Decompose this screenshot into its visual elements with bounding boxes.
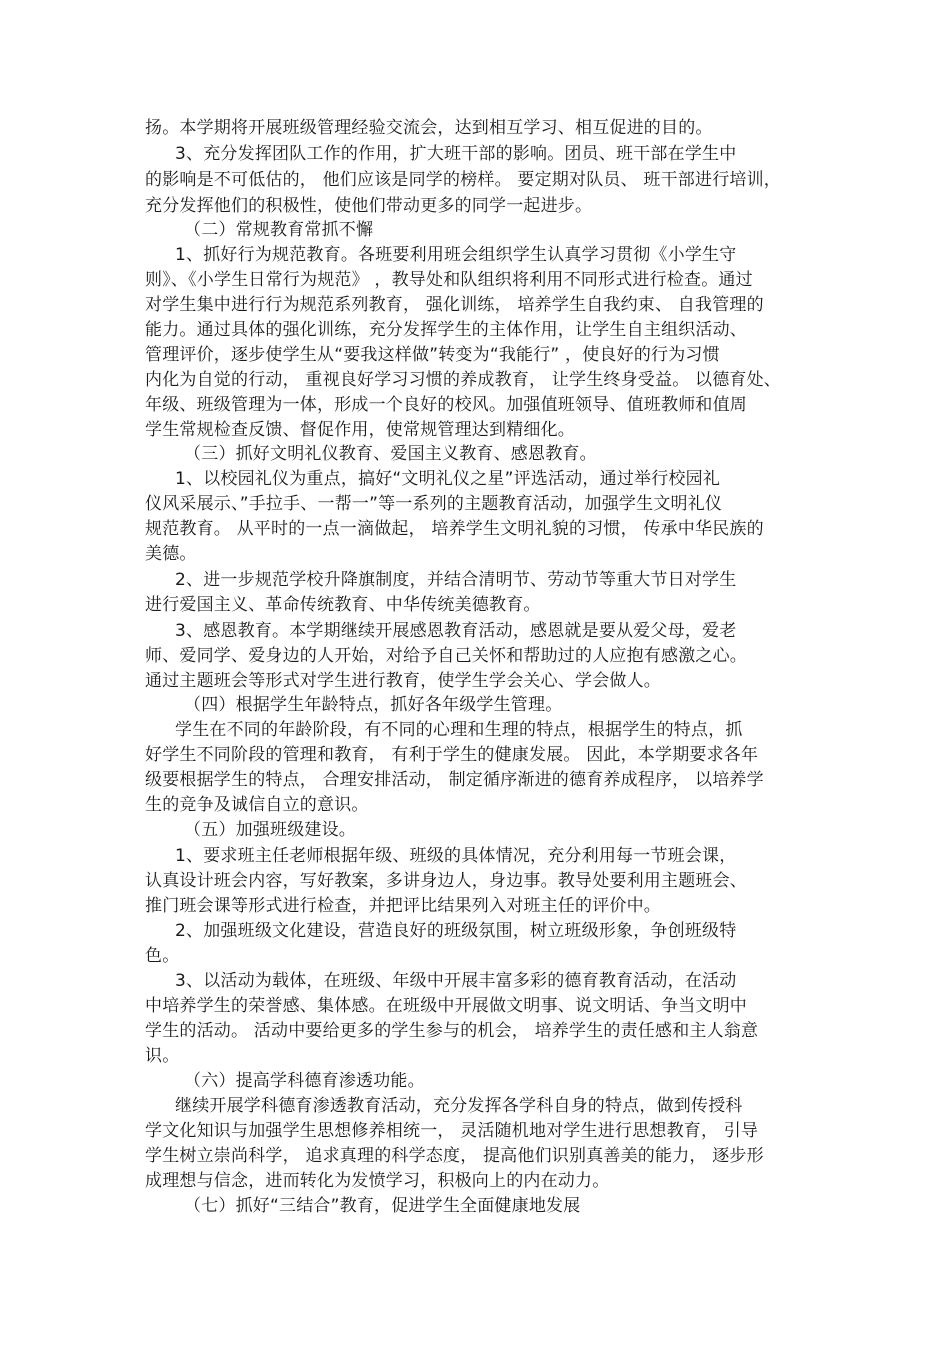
paragraph-line: 仪风采展示、”手拉手、一帮一”等一系列的主题教育活动，加强学生文明礼仪 [145,494,723,514]
paragraph-line: 色。 [145,946,180,966]
paragraph-line: 2、加强班级文化建设，营造良好的班级氛围，树立班级形象，争创班级特 [175,921,737,941]
section-heading: （三）抓好文明礼仪教育、爱国主义教育、感恩教育。 [184,444,597,464]
paragraph-line: 管理评价，逐步使学生从“要我这样做”转变为“我能行” ，使良好的行为习惯 [145,345,720,365]
paragraph-line: 师、爱同学、爱身边的人开始，对给予自己关怀和帮助过的人应抱有感激之心。 [145,646,747,666]
paragraph-line: 推门班会课等形式进行检查，并把评比结果列入对班主任的评价中。 [145,896,661,916]
paragraph-line: 年级、班级管理为一体，形成一个良好的校风。加强值班领导、值班教师和值周 [145,395,747,415]
paragraph-line: 扬。本学期将开展班级管理经验交流会，达到相互学习、相互促进的目的。 [145,118,713,138]
section-heading: （四）根据学生年龄特点，抓好各年级学生管理。 [184,695,563,715]
section-heading: （七）抓好“三结合”教育，促进学生全面健康地发展 [184,1196,581,1216]
paragraph-line: 能力。通过具体的强化训练，充分发挥学生的主体作用，让学生自主组织活动、 [145,320,747,340]
section-heading: （二）常规教育常抓不懈 [184,220,374,240]
paragraph-line: 认真设计班会内容，写好教案，多讲身边人，身边事。教导处要利用主题班会、 [145,871,747,891]
paragraph-line: 1、以校园礼仪为重点，搞好“文明礼仪之星”评选活动，通过举行校园礼 [175,469,721,489]
paragraph-line: 3、以活动为载体，在班级、年级中开展丰富多彩的德育教育活动，在活动 [175,971,737,991]
paragraph-line: 成理想与信念，进而转化为发愤学习，积极向上的内在动力。 [145,1171,610,1191]
paragraph-line: 好学生不同阶段的管理和教育， 有利于学生的健康发展。 因此，本学期要求各年 [145,745,759,765]
paragraph-line: 3、充分发挥团队工作的作用，扩大班干部的影响。团员、班干部在学生中 [175,144,737,164]
paragraph-line: 学生的活动。 活动中要给更多的学生参与的机会， 培养学生的责任感和主人翁意 [145,1021,759,1041]
paragraph-line: 1、要求班主任老师根据年级、班级的具体情况，充分利用每一节班会课， [175,846,737,866]
paragraph-line: 学生在不同的年龄阶段，有不同的心理和生理的特点，根据学生的特点，抓 [175,720,743,740]
paragraph-line: 1、抓好行为规范教育。各班要利用班会组织学生认真学习贯彻《小学生守 [175,245,737,265]
paragraph-line: 3、感恩教育。本学期继续开展感恩教育活动，感恩就是要从爱父母，爱老 [175,621,737,641]
section-heading: （六）提高学科德育渗透功能。 [184,1071,425,1091]
paragraph-line: 内化为自觉的行动， 重视良好学习习惯的养成教育， 让学生终身受益。 以德育处、 [145,370,782,390]
paragraph-line: 学文化知识与加强学生思想修养相统一， 灵活随机地对学生进行思想教育， 引导 [145,1121,759,1141]
paragraph-line: 进行爱国主义、革命传统教育、中华传统美德教育。 [145,595,541,615]
paragraph-line: 学生常规检查反馈、督促作用，使常规管理达到精细化。 [145,420,575,440]
paragraph-line: 对学生集中进行行为规范系列教育， 强化训练， 培养学生自我约束、 自我管理的 [145,295,764,315]
paragraph-line: 通过主题班会等形式对学生进行教育，使学生学会关心、学会做人。 [145,671,661,691]
paragraph-line: 充分发挥他们的积极性，使他们带动更多的同学一起进步。 [145,196,593,216]
paragraph-line: 级要根据学生的特点， 合理安排活动， 制定循序渐进的德育养成程序， 以培养学 [145,770,764,790]
paragraph-line: 2、进一步规范学校升降旗制度，并结合清明节、劳动节等重大节日对学生 [175,570,737,590]
paragraph-line: 生的竞争及诚信自立的意识。 [145,795,369,815]
paragraph-line: 识。 [145,1046,180,1066]
paragraph-line: 则》、《小学生日常行为规范》 ，教导处和队组织将利用不同形式进行检查。通过 [145,270,753,290]
paragraph-line: 学生树立崇尚科学， 追求真理的科学态度， 提高他们识别真善美的能力， 逐步形 [145,1146,764,1166]
paragraph-line: 美德。 [145,544,197,564]
paragraph-line: 继续开展学科德育渗透教育活动，充分发挥各学科自身的特点，做到传授科 [175,1096,743,1116]
paragraph-line: 的影响是不可低估的， 他们应该是同学的榜样。 要定期对队员、 班干部进行培训， [145,170,782,190]
paragraph-line: 中培养学生的荣誉感、集体感。在班级中开展做文明事、说文明话、争当文明中 [145,996,747,1016]
section-heading: （五）加强班级建设。 [184,820,356,840]
paragraph-line: 规范教育。 从平时的一点一滴做起， 培养学生文明礼貌的习惯， 传承中华民族的 [145,519,764,539]
